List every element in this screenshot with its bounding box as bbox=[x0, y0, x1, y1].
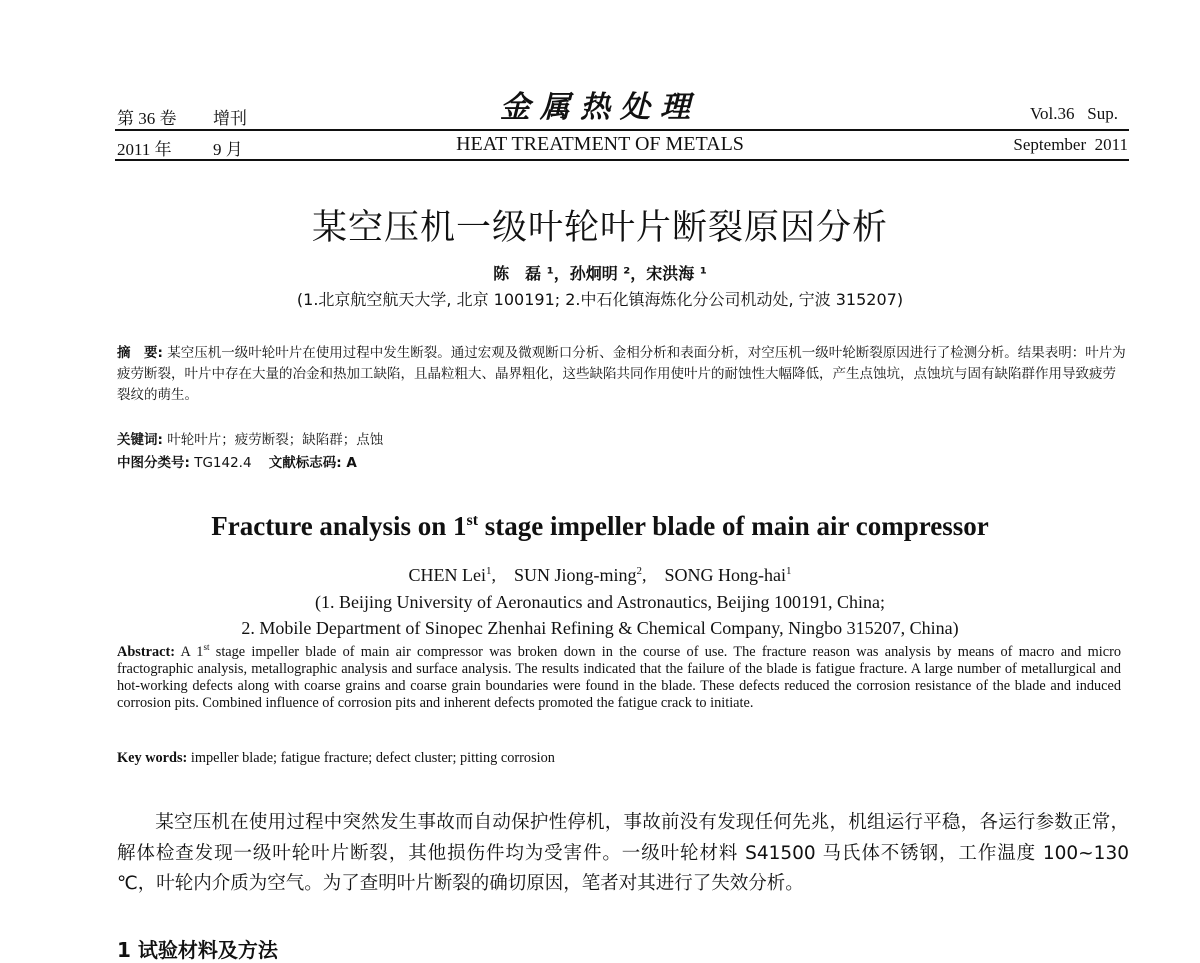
keywords-en bbox=[117, 750, 555, 767]
paper-title-cn: 某空压机一级叶轮叶片断裂原因分析 bbox=[311, 208, 888, 248]
class-value: TG142.4 bbox=[189, 455, 252, 471]
month-en: September bbox=[1013, 135, 1087, 154]
title-en-post: stage impeller blade of main air compressor bbox=[478, 511, 989, 541]
author-en-1: CHEN Lei bbox=[408, 565, 486, 585]
affiliation-en-2: 2. Mobile Department of Sinopec Zhenhai Refining & Chemical Company, Ningbo 315207, China) bbox=[241, 618, 959, 638]
keywords-cn-text: 叶轮叶片；疲劳断裂；缺陷群；点蚀 bbox=[162, 432, 384, 448]
volume-en bbox=[918, 104, 1118, 124]
abstract-cn-text: 某空压机一级叶轮叶片在使用过程中发生断裂。通过宏观及微观断口分析、金相分析和表面分析，对空压机一级叶轮断裂原因进行了检测分析。结果表明：叶片为疲劳断裂，叶片中存在大量的冶金和热加工缺陷，且晶粒粗大、晶界粗化，这些缺陷共同作用使叶片的耐蚀性大幅降低，产生点蚀坑，点蚀坑与固有缺陷群作用导致疲劳裂纹的萌生。 bbox=[117, 345, 1126, 403]
section-heading: 1 试验材料及方法 bbox=[117, 938, 278, 962]
month-cn: 9 月 bbox=[213, 140, 243, 159]
year-cn: 2011 年 bbox=[117, 140, 172, 159]
abstract-en-label: Abstract: bbox=[117, 643, 175, 660]
class-label: 中图分类号: bbox=[117, 455, 190, 471]
keywords-cn bbox=[117, 428, 383, 448]
authors-cn: 陈 磊 ¹，孙炯明 ²，宋洪海 ¹ bbox=[493, 264, 707, 283]
header-rule-bottom bbox=[115, 159, 1129, 161]
journal-title-cn: 金属热处理 bbox=[500, 90, 700, 125]
year-en: 2011 bbox=[1094, 135, 1128, 154]
journal-title-en: HEAT TREATMENT OF METALS bbox=[456, 133, 744, 155]
doc-code-value: A bbox=[341, 455, 357, 471]
body-paragraph bbox=[117, 808, 1129, 900]
abstract-en-text: stage impeller blade of main air compressor was broken down in the course of use. The fracture reason was analysis by means of macro and micro fractographic analysis, metallographic analysis and surface analysis. The results indicated that the failure of the blade is fatigue fracture. A large number of metallurgical and hot-working defects along with coarse grains and coarse grain boundaries were found in the blade. These defects reduced the corrosion resistance of the blade and induced corrosion pits. Combined influence of corrosion pits and inherent defects promoted the fatigue crack to initiate. bbox=[117, 643, 1122, 712]
abstract-cn-label: 摘 要: bbox=[117, 345, 163, 361]
body-paragraph-text: 某空压机在使用过程中突然发生事故而自动保护性停机，事故前没有发现任何先兆，机组运行平稳，各运行参数正常，解体检查发现一级叶轮叶片断裂，其他损伤件均为受害件。一级叶轮材料 S41500 马氏体不锈钢，工作温度 100~130 ℃，叶轮内介质为空气。为了查明叶片断裂的确切原因，笔者对其进行了失效分析。 bbox=[117, 812, 1129, 894]
header-rule-top bbox=[115, 129, 1129, 131]
author-en-2-sup: 2 bbox=[636, 565, 642, 577]
title-en-sup: st bbox=[466, 512, 479, 529]
date-en bbox=[888, 135, 1128, 155]
keywords-en-label: Key words: bbox=[117, 750, 188, 766]
affiliation-en-1: (1. Beijing University of Aeronautics and Astronautics, Beijing 100191, China; bbox=[315, 592, 885, 612]
title-en-pre: Fracture analysis on 1 bbox=[211, 511, 467, 541]
keywords-cn-label: 关键词: bbox=[117, 432, 163, 448]
paper-title-en bbox=[0, 511, 1200, 542]
abstract-cn bbox=[117, 343, 1127, 406]
abstract-en bbox=[117, 639, 1121, 713]
volume-cn: 第 36 卷 bbox=[117, 109, 177, 128]
author-en-2: SUN Jiong-ming bbox=[513, 565, 637, 585]
classification-line bbox=[117, 451, 357, 471]
author-en-1-sup: 1 bbox=[485, 565, 492, 577]
vol-en: Vol.36 bbox=[1029, 104, 1075, 123]
authors-en: CHEN Lei$^1$, SUN Jiong-ming$^2$, SONG Hong-hai$^1$ bbox=[408, 565, 792, 585]
sup-en: Sup. bbox=[1087, 104, 1118, 123]
doc-code-label: 文献标志码: bbox=[268, 455, 342, 471]
keywords-en-text: impeller blade; fatigue fracture; defect cluster; pitting corrosion bbox=[187, 750, 555, 766]
abstract-en-pre: A 1 bbox=[174, 643, 204, 660]
issue-cn: 增刊 bbox=[213, 109, 247, 128]
author-en-3-sup: 1 bbox=[786, 565, 792, 577]
affiliations-cn: (1.北京航空航天大学, 北京 100191; 2.中石化镇海炼化分公司机动处, 宁波 315207) bbox=[296, 290, 904, 309]
author-en-3: SONG Hong-hai bbox=[664, 565, 786, 585]
abstract-en-sup: st bbox=[203, 642, 210, 652]
